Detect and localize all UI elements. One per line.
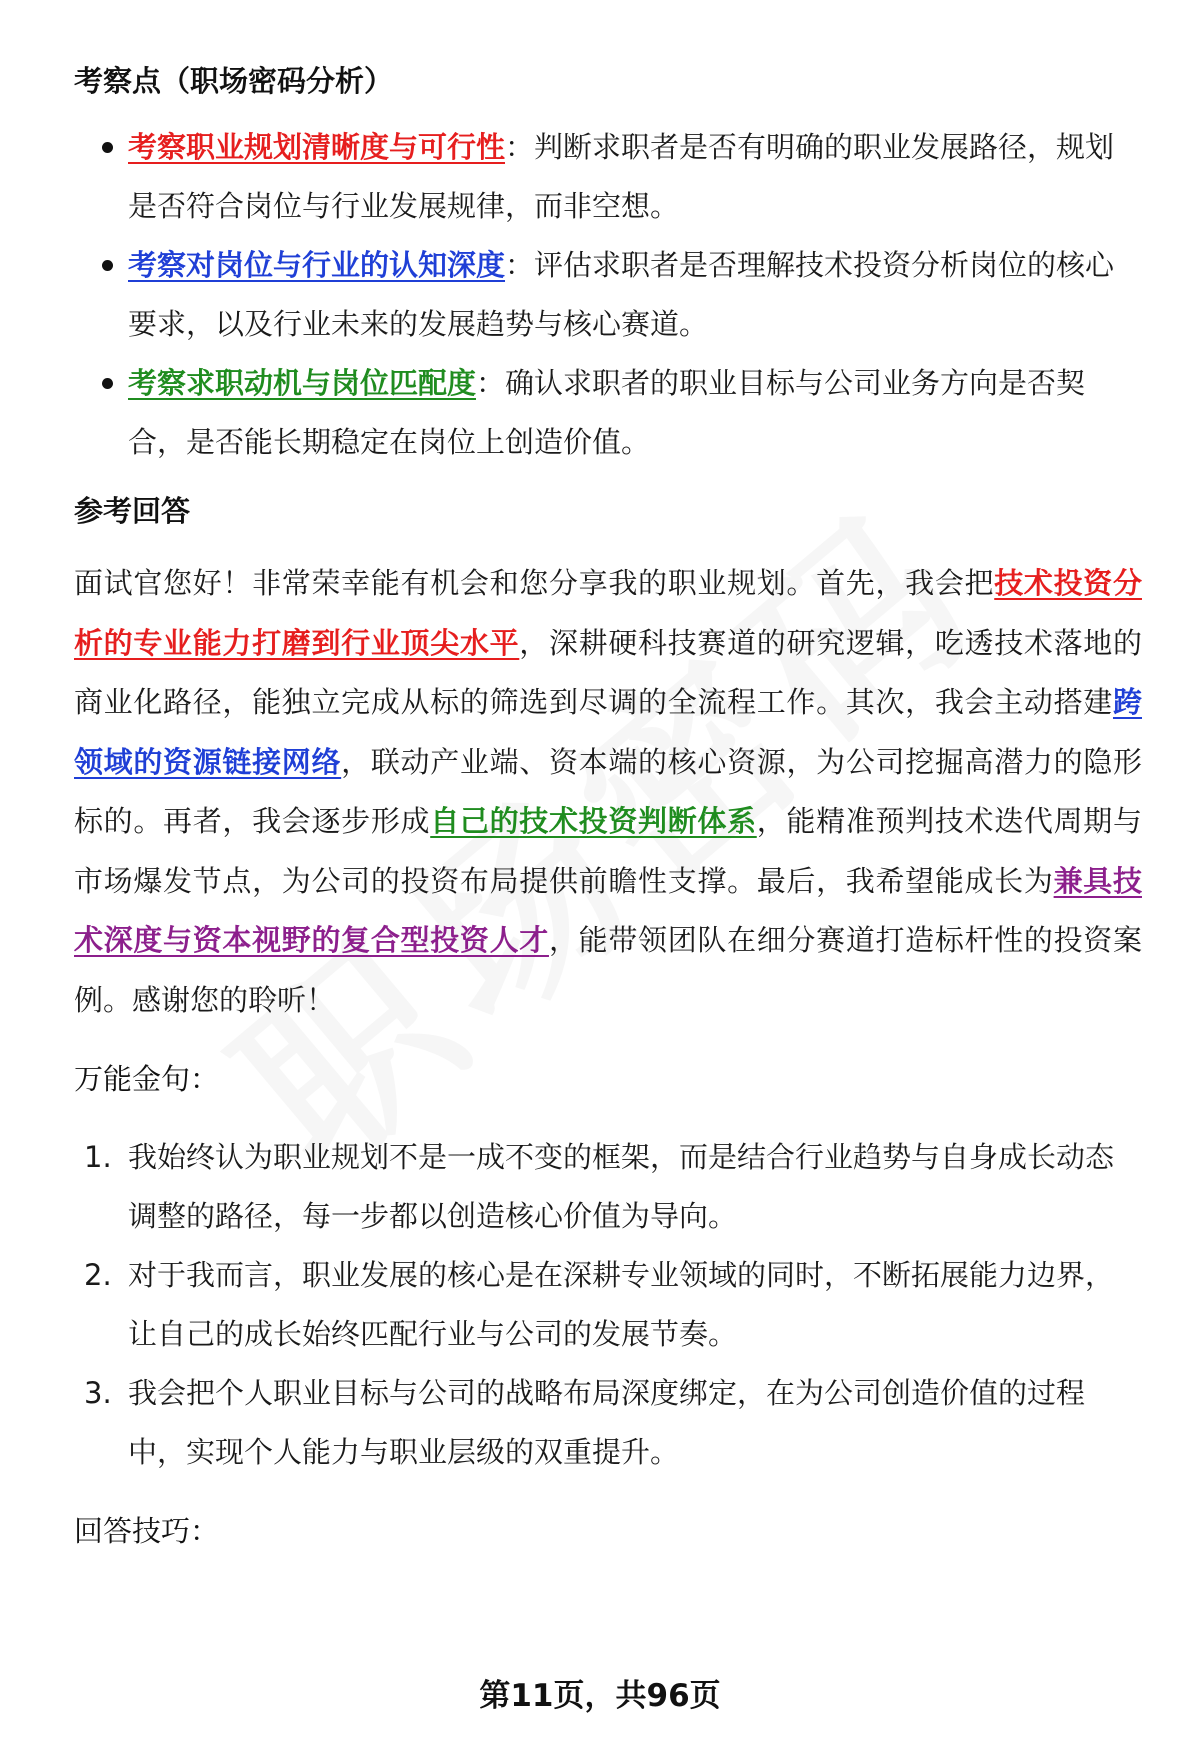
list-item (74, 1364, 1142, 1482)
item-number: 2. (84, 1258, 112, 1292)
answer-text: ，深耕硬科技赛道的研究逻辑，吃透技术落地的商业化路径，能独立完成从标的筛选到尽调的全流程工作。其次，我会主动搭建 (74, 625, 1142, 719)
item-number: 3. (84, 1376, 112, 1410)
answer-text: 面试官您好！非常荣幸能有机会和您分享我的职业规划。首先，我会把 (74, 566, 995, 600)
keyword-highlight: 自己的技术投资判断体系 (430, 804, 757, 838)
section-title-key-points: 考察点（职场密码分析） (74, 64, 394, 98)
answer-text: ，能精准预判技术迭代周期与市场爆发节点，为公司的投资布局提供前瞻性支撑。最后，我希望能成长为 (74, 804, 1142, 898)
keyword-highlight: 考察对岗位与行业的认知深度 (128, 248, 506, 282)
list-item (74, 354, 1142, 472)
item-text: 我会把个人职业目标与公司的战略布局深度绑定，在为公司创造价值的过程中，实现个人能力与职业层级的双重提升。 (128, 1376, 1086, 1469)
item-number: 1. (84, 1140, 112, 1174)
section-title-reference-answer: 参考回答 (74, 494, 191, 528)
list-item (74, 1246, 1142, 1364)
list-item (74, 118, 1142, 236)
golden-sentences-list (74, 1128, 1142, 1482)
keyword-highlight: 兼具技术深度与资本视野的复合型投资人才 (74, 863, 1142, 957)
list-item (74, 236, 1142, 354)
point-text: ：评估求职者是否理解技术投资分析岗位的核心要求，以及行业未来的发展趋势与核心赛道。 (128, 248, 1115, 341)
section-title-answer-tips: 回答技巧： (74, 1514, 220, 1548)
page-content (74, 52, 1142, 1560)
reference-answer-paragraph (74, 554, 1142, 1030)
answer-text: ，联动产业端、资本端的核心资源，为公司挖掘高潜力的隐形标的。再者，我会逐步形成 (74, 744, 1142, 838)
section-title-golden-sentences: 万能金句： (74, 1062, 220, 1096)
keyword-highlight: 技术投资分析的专业能力打磨到行业顶尖水平 (74, 566, 1142, 660)
item-text: 我始终认为职业规划不是一成不变的框架，而是结合行业趋势与自身成长动态调整的路径，每一步都以创造核心价值为导向。 (128, 1140, 1115, 1233)
keyword-highlight: 跨领域的资源链接网络 (74, 685, 1142, 779)
answer-text: ，能带领团队在细分赛道打造标杆性的投资案例。感谢您的聆听！ (74, 923, 1142, 1017)
bullet-icon (102, 260, 113, 271)
keyword-highlight: 考察职业规划清晰度与可行性 (128, 130, 506, 164)
keyword-highlight: 考察求职动机与岗位匹配度 (128, 366, 477, 400)
list-item (74, 1128, 1142, 1246)
point-text: ：判断求职者是否有明确的职业发展路径，规划是否符合岗位与行业发展规律，而非空想。 (128, 130, 1115, 223)
key-points-list (74, 118, 1142, 472)
point-text: ：确认求职者的职业目标与公司业务方向是否契合，是否能长期稳定在岗位上创造价值。 (128, 366, 1086, 459)
item-text: 对于我而言，职业发展的核心是在深耕专业领域的同时，不断拓展能力边界，让自己的成长始终匹配行业与公司的发展节奏。 (128, 1258, 1115, 1351)
page-number-footer: 第11页，共96页 (479, 1678, 721, 1714)
bullet-icon (102, 378, 113, 389)
bullet-icon (102, 142, 113, 153)
